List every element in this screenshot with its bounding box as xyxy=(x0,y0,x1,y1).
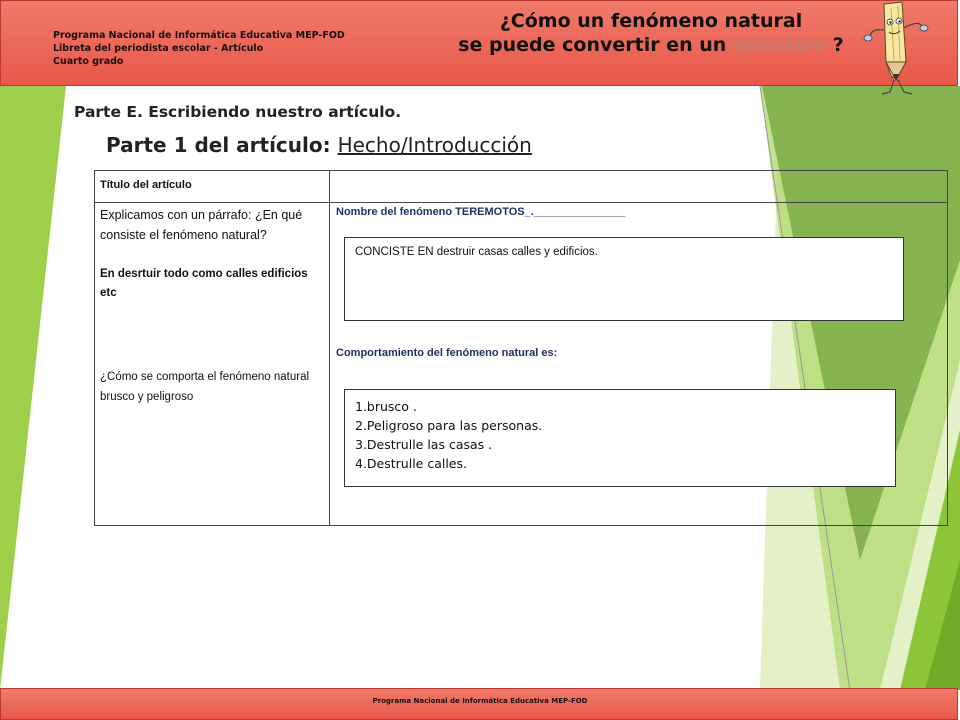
behavior-list xyxy=(355,397,542,473)
title-label-cell xyxy=(94,170,330,203)
behavior-item: 2.Peligroso para las personas. xyxy=(355,418,543,433)
footer-text: Programa Nacional de Informática Educativa MEP-FOD xyxy=(372,697,588,705)
part-heading xyxy=(106,133,532,157)
page-title xyxy=(431,9,871,57)
title-line-2-prefix: se puede convertir en un xyxy=(458,34,733,56)
phenomenon-name: Nombre del fenómeno TEREMOTOS_._______________ xyxy=(336,206,626,218)
program-info xyxy=(53,29,345,68)
title-line-1: ¿Cómo un fenómeno natural xyxy=(499,10,803,32)
behavior-label: Comportamiento del fenómeno natural es: xyxy=(336,347,558,359)
section-heading: Parte E. Escribiendo nuestro artículo. xyxy=(74,103,402,121)
part-heading-label: Parte 1 del artículo: xyxy=(106,133,338,157)
title-line-2 xyxy=(431,33,871,57)
header-banner xyxy=(0,0,958,86)
consists-textbox[interactable] xyxy=(344,237,904,321)
question-behavior: ¿Cómo se comporta el fenómeno natural brusco y peligroso xyxy=(100,371,310,403)
program-name: Programa Nacional de Informática Educativa MEP-FOD xyxy=(53,30,345,41)
title-label: Título del artículo xyxy=(100,179,192,191)
behavior-item: 1.brusco . xyxy=(355,399,417,414)
pencil-character-icon xyxy=(862,0,936,96)
title-value-cell[interactable] xyxy=(329,170,948,203)
behavior-textbox[interactable] xyxy=(344,389,896,487)
title-line-2-suffix: ? xyxy=(826,34,844,56)
title-accent-word: desastre xyxy=(732,34,827,56)
footer-banner xyxy=(0,688,958,720)
program-grade: Cuarto grado xyxy=(53,56,124,67)
consists-text: CONCISTE EN destruir casas calles y edificios. xyxy=(355,246,598,258)
behavior-item: 4.Destrulle calles. xyxy=(355,456,467,471)
answer-consists: En desrtuir todo como calles edificios etc xyxy=(100,268,308,299)
question-cell xyxy=(94,202,330,526)
left-green-triangle xyxy=(0,86,66,690)
question-consists: Explicamos con un párrafo: ¿En qué consiste el fenómeno natural? xyxy=(100,208,303,242)
program-notebook: Libreta del periodista escolar - Artículo xyxy=(53,43,264,54)
part-heading-topic: Hecho/Introducción xyxy=(337,133,532,157)
behavior-item: 3.Destrulle las casas . xyxy=(355,437,493,452)
